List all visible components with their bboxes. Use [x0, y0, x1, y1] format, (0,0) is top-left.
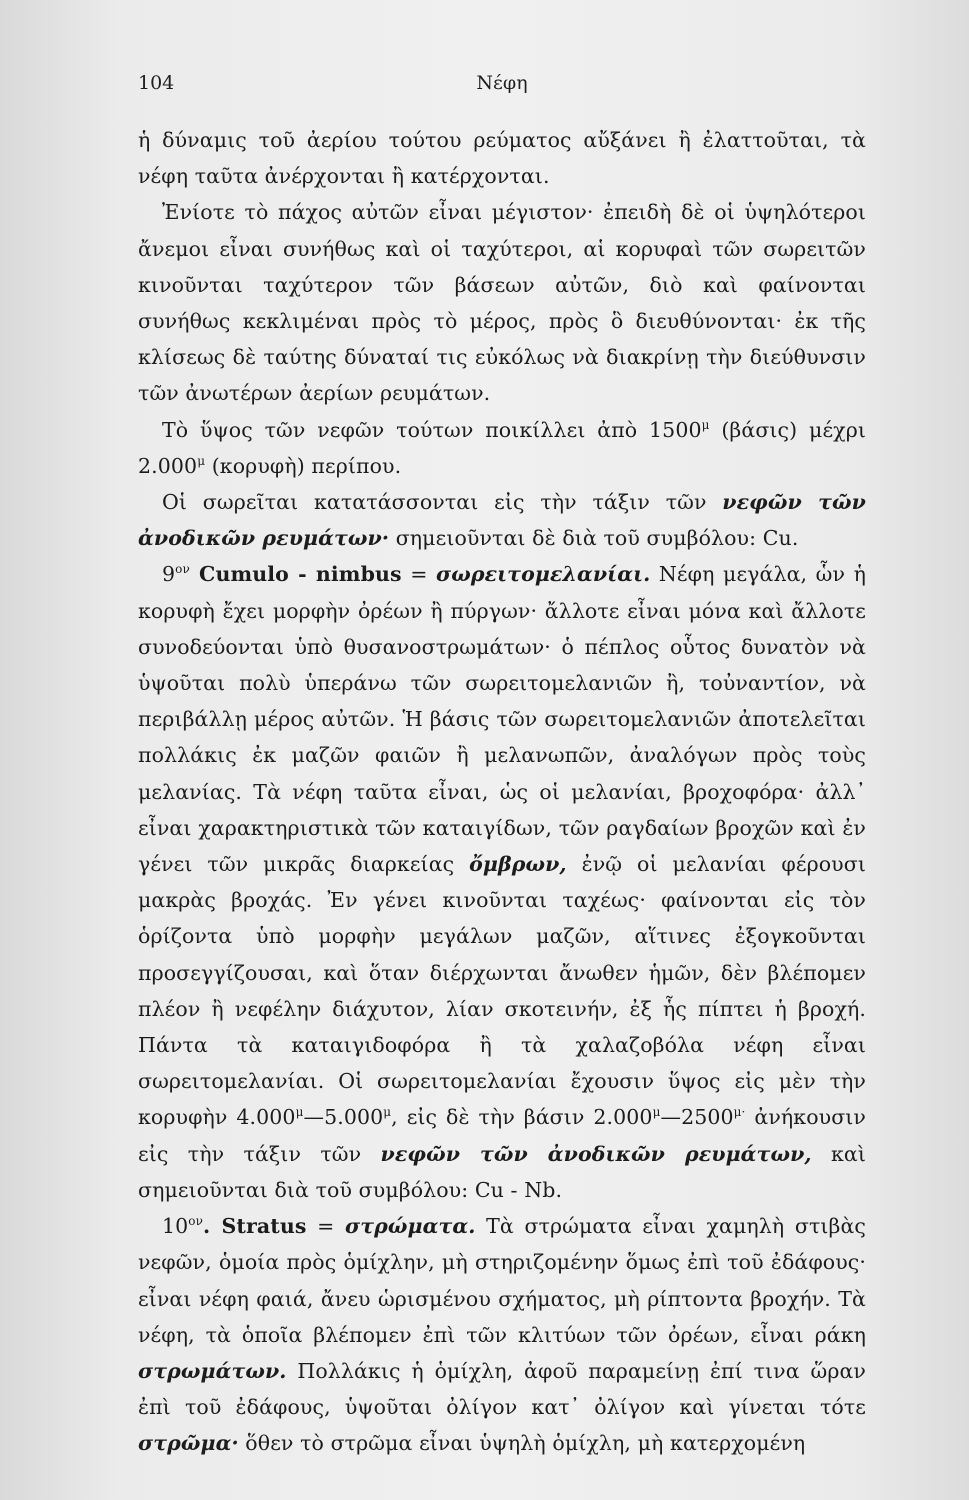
ombron-term: ὄμβρων, [469, 852, 567, 877]
stratus-term-genitive: στρωμάτων. [138, 1358, 287, 1383]
paragraph-4 [138, 484, 866, 556]
paragraph-3 [138, 412, 866, 484]
paragraph-3-text-1: Τὸ ὕψος τῶν νεφῶν τούτων ποικίλλει ἀπὸ 1500 [162, 417, 702, 442]
section-number-9-suffix: ον [175, 562, 190, 577]
paragraph-2: Ἐνίοτε τὸ πάχος αὐτῶν εἶναι μέγιστον· ἐπειδὴ δὲ οἱ ὑψηλότεροι ἄνεμοι εἶναι συνήθως καὶ οἱ ταχύτεροι, αἱ κορυφαὶ τῶν σωρειτῶν κινοῦνται ταχύτερον τῶν βάσεων αὐτῶν, διὸ καὶ φαίνονται συνήθως κεκλιμέναι πρὸς τὸ μέρος, πρὸς ὃ διευθύνονται· ἐκ τῆς κλίσεως δὲ ταύτης δύναταί τις εὐκόλως νὰ διακρίνῃ τὴν διεύθυνσιν τῶν ἀνωτέρων ἀερίων ρευμάτων. [138, 200, 866, 406]
unit-metre-d: μ· [733, 1105, 746, 1120]
cumulonimbus-greek-term: σωρειτομελανίαι. [436, 562, 651, 587]
paragraph-3-text-2: (βάσις) μέχρι 2.000 [138, 417, 866, 478]
section-number-9: 9 [162, 562, 176, 587]
stratus-term: . Stratus [203, 1214, 307, 1239]
section-number-10-suffix: ον [188, 1214, 204, 1229]
cumulonimbus-text-2: ἐνῷ οἱ μελανίαι φέρουσι μακρὰς βροχάς. Ἐν γένει κινοῦνται ταχέως· φαίνονται εἰς τὸν ὁρίζοντα ὑπὸ μορφὴν μεγάλων μαζῶν, αἵτινες ἐξογκοῦνται προσεγγίζουσαι, καὶ ὅταν διέρχωνται ἄνωθεν ἡμῶν, δὲν βλέπομεν πλέον ἢ νεφέλην διάχυτον, λίαν σκοτεινήν, ἐξ ἧς πίπτει ἡ βροχή. Πάντα τὰ καταιγιδοφόρα ἢ τὰ χαλαζοβόλα νέφη εἶναι σωρειτομελανίαι. Οἱ σωρειτομελανίαι ἔχουσιν ὕψος εἰς μὲν τὴν κορυφὴν 4.000 [138, 852, 866, 1130]
cumulonimbus-text-3: , εἰς δὲ τὴν βάσιν 2.000 [391, 1105, 653, 1130]
paragraph-3-text-3: (κορυφὴ) περίπου. [205, 453, 402, 478]
stroma-term: στρῶμα· [138, 1431, 239, 1456]
paragraph-cumulonimbus [138, 556, 866, 1208]
page-number: 104 [138, 72, 175, 94]
running-head: Νέφη [476, 72, 528, 94]
paragraph-1: ἡ δύναμις τοῦ ἀερίου τούτου ρεύματος αὔξάνει ἢ ἐλαττοῦται, τὰ νέφη ταῦτα ἀνέρχονται ἢ κατέρχονται. [138, 128, 866, 189]
paragraph-4-text-2: σημειοῦνται δὲ διὰ τοῦ συμβόλου: Cu. [389, 526, 799, 551]
stratus-text-1: Τὰ στρώματα εἶναι χαμηλὴ στιβὰς νεφῶν, ὁμοία πρὸς ὁμίχλην, μὴ στηριζομένην ὅμως ἐπὶ τοῦ ἐδάφους· εἶναι νέφη φαιά, ἄνευ ὡρισμένου σχήματος, μὴ ρίπτοντα βροχήν. Τὰ νέφη, τὰ ὁποῖα βλέπομεν ἐπὶ τῶν κλιτύων τῶν ὀρέων, εἶναι ράκη [138, 1214, 867, 1347]
paragraph-stratus [138, 1208, 866, 1461]
body-text [138, 122, 866, 1462]
cumulonimbus-text-4: ἀνήκουσιν εἰς τὴν τάξιν τῶν [138, 1105, 866, 1166]
unit-metre-1: μ [701, 417, 710, 432]
stratus-text-3: ὅθεν τὸ στρῶμα εἶναι ὑψηλὴ ὁμίχλη, μὴ κατερχομένη [238, 1431, 806, 1456]
height-range-top: —5.000 [303, 1105, 384, 1130]
equals-sign-2: = [306, 1214, 346, 1239]
ascending-currents-term: νεφῶν τῶν ἀνοδικῶν ρευμάτων· [138, 490, 866, 551]
unit-metre-c: μ [652, 1105, 661, 1120]
page-header [138, 72, 866, 102]
cumulonimbus-text-1: Νέφη μεγάλα, ὧν ἡ κορυφὴ ἔχει μορφὴν ὀρέων ἢ πύργων· ἄλλοτε εἶναι μόνα καὶ ἄλλοτε συνοδεύονται ὑπὸ θυσανοστρωμάτων· ὁ πέπλος οὗτος δυνατὸν νὰ ὑψοῦται πολὺ ὑπεράνω τῶν σωρειτομελανιῶν ἢ, τοὐναντίον, νὰ περιβάλλῃ μέρος αὐτῶν. Ἡ βάσις τῶν σωρειτομελανιῶν ἀποτελεῖται πολλάκις ἐκ μαζῶν φαιῶν ἢ μελανωπῶν, ἀναλόγων πρὸς τοὺς μελανίας. Τὰ νέφη ταῦτα εἶναι, ὡς οἱ μελανίαι, βροχοφόρα· ἀλλ᾽ εἶναι χαρακτηριστικὰ τῶν καταιγίδων, τῶν ραγδαίων βροχῶν καὶ ἐν γένει τῶν μικρᾶς διαρκείας [138, 562, 866, 877]
section-number-10: 10 [162, 1214, 189, 1239]
unit-metre-b: μ [383, 1105, 392, 1120]
unit-metre-a: μ [295, 1105, 304, 1120]
paragraph-4-text-1: Οἱ σωρεῖται κατατάσσονται εἰς τὴν τάξιν τῶν [162, 490, 723, 515]
equals-sign: = [401, 562, 437, 587]
unit-metre-2: μ [197, 454, 206, 468]
cumulonimbus-text-5: καὶ σημειοῦνται διὰ τοῦ συμβόλου: Cu - Nb. [138, 1141, 866, 1202]
ascending-currents-term-2: νεφῶν τῶν ἀνοδικῶν ρευμάτων, [380, 1141, 812, 1166]
height-range-base: —2500 [660, 1105, 734, 1130]
stratus-greek-term: στρώματα. [345, 1214, 476, 1239]
stratus-text-2: Πολλάκις ἡ ὁμίχλη, ἀφοῦ παραμείνῃ ἐπί τινα ὥραν ἐπὶ τοῦ ἐδάφους, ὑψοῦται ὀλίγον κατ᾽ ὀλίγον καὶ γίνεται τότε [138, 1358, 866, 1420]
cumulonimbus-term: Cumulo - nimbus [189, 562, 402, 587]
